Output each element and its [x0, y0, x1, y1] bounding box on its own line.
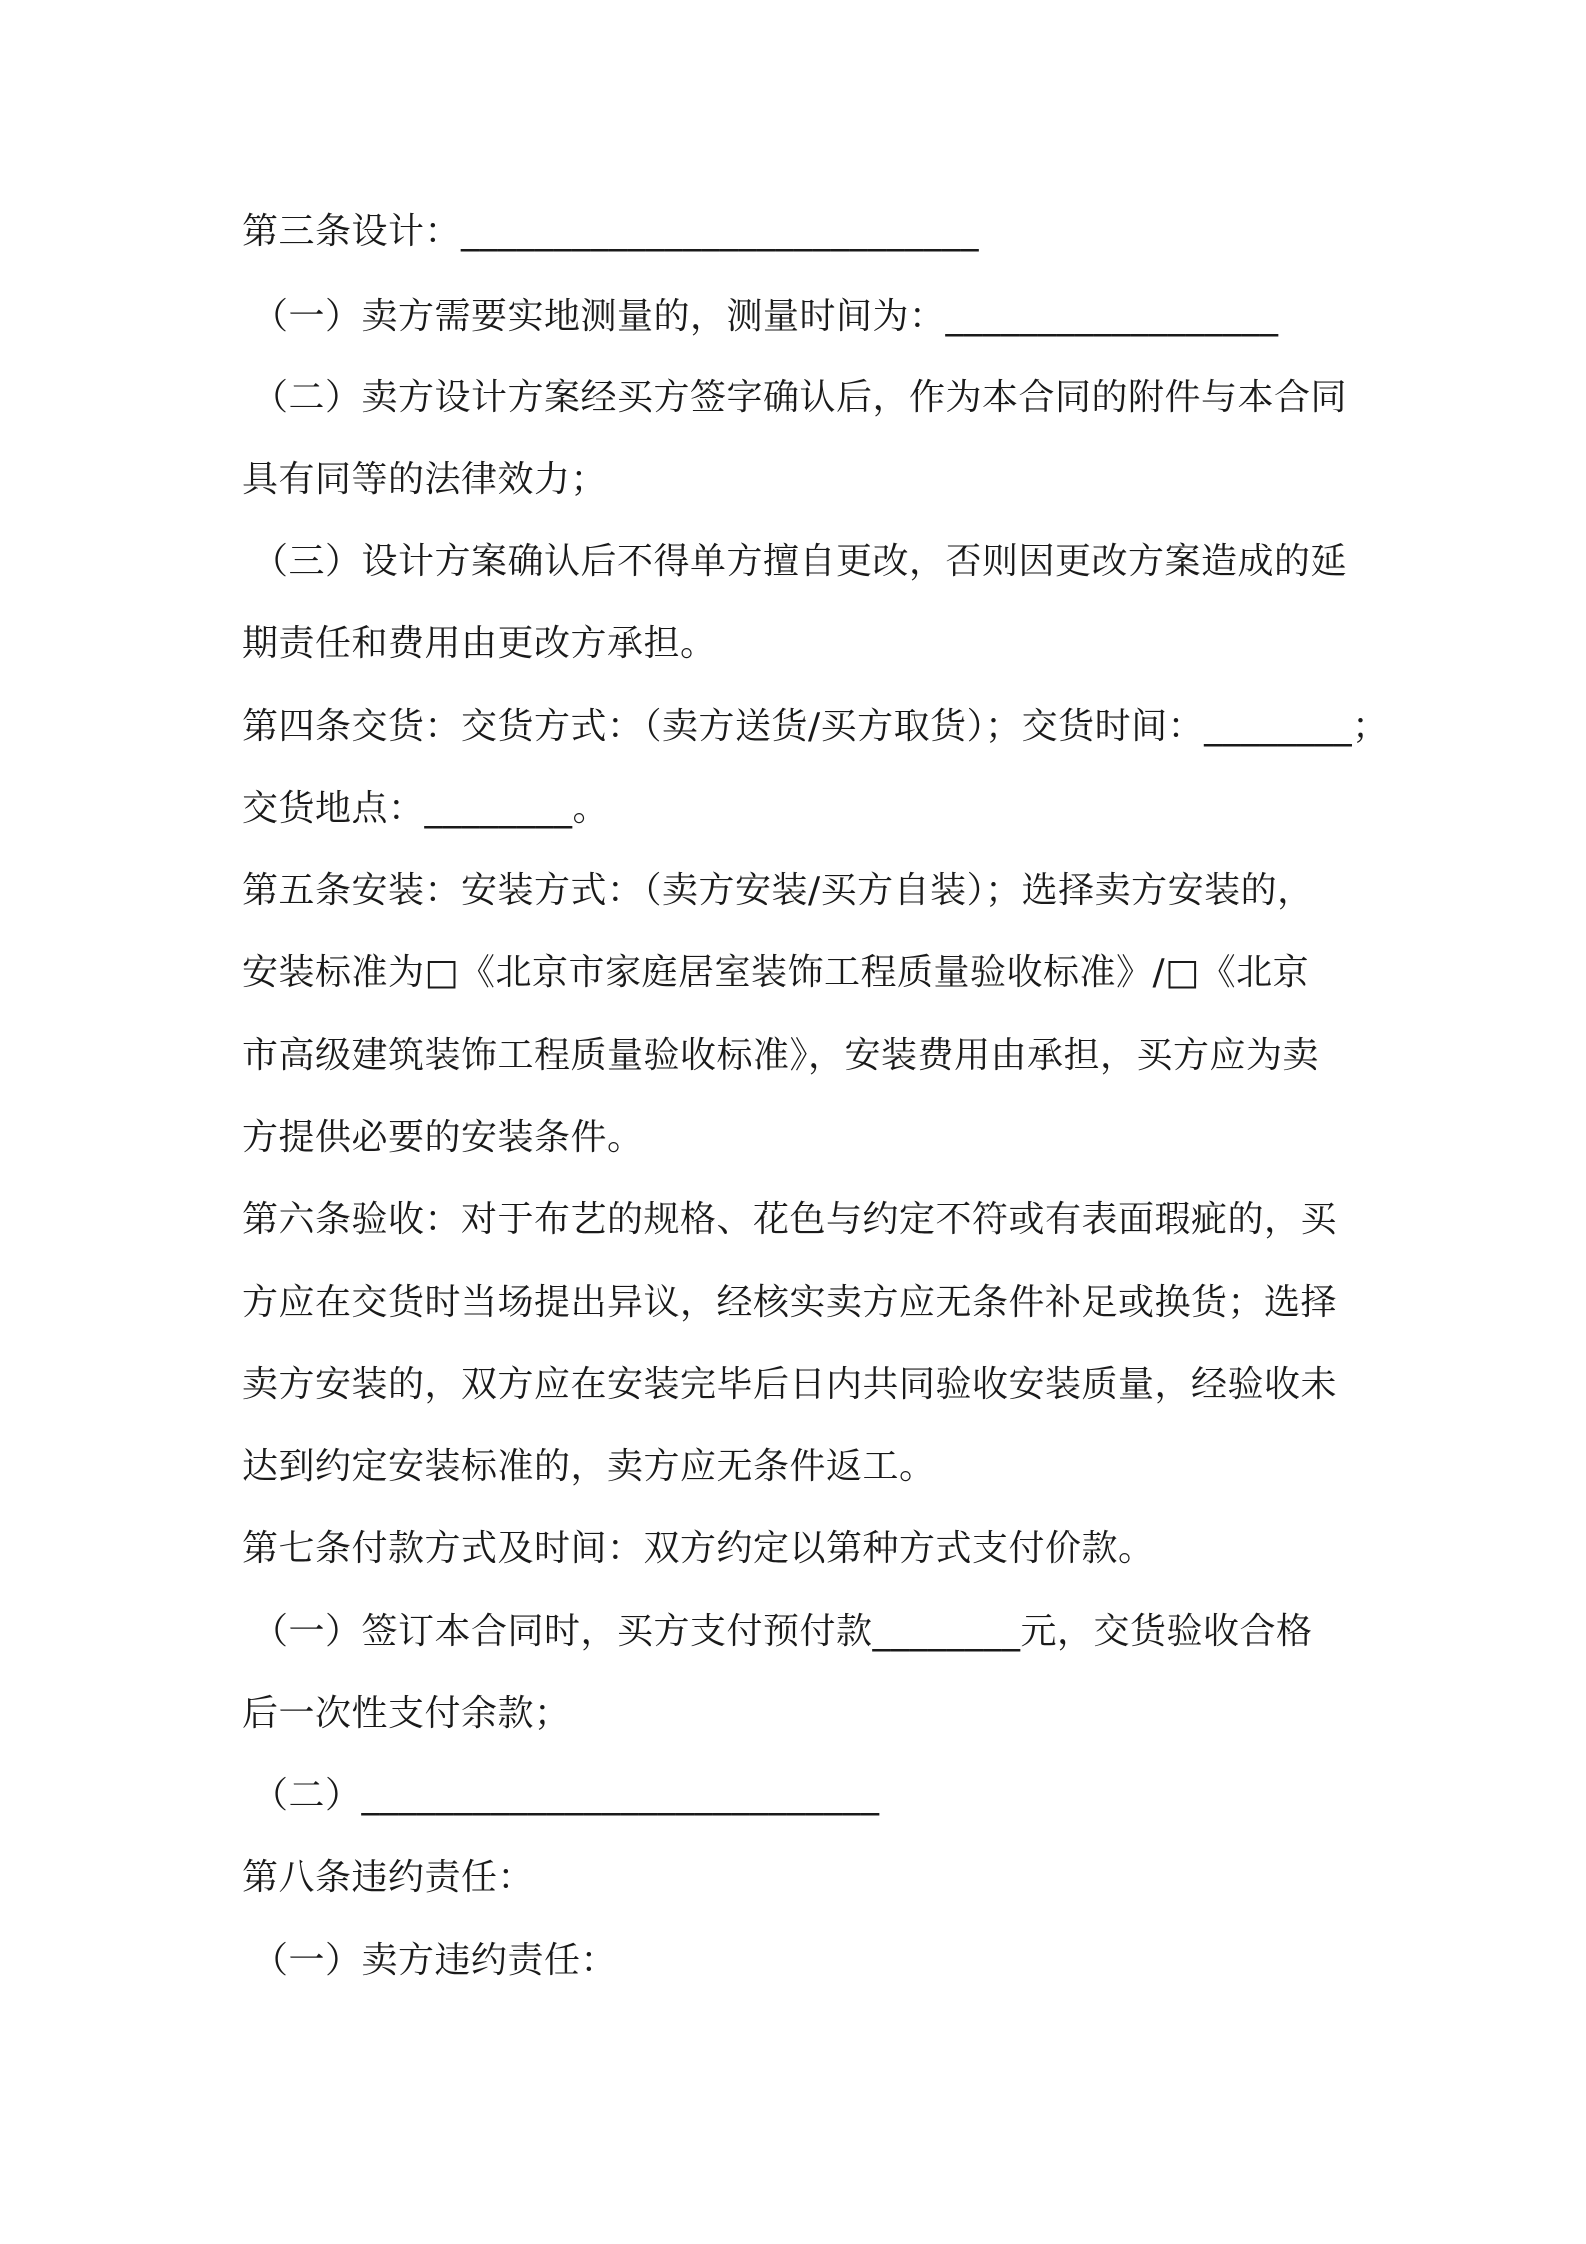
article-8-liability: 第八条违约责任： — [242, 1857, 535, 1898]
article-6-acceptance-line-2: 方应在交货时当场提出异议，经核实卖方应无条件补足或换货；选择 — [242, 1282, 1338, 1323]
payment-clause-1: （一）签订本合同时，买方支付预付款________元，交货验收合格 — [252, 1611, 1313, 1652]
article-7-payment: 第七条付款方式及时间：双方约定以第种方式支付价款。 — [242, 1528, 1155, 1569]
article-4-delivery: 第四条交货：交货方式：（卖方送货/买方取货）；交货时间：________； — [242, 706, 1389, 747]
article-6-acceptance: 第六条验收：对于布艺的规格、花色与约定不符或有表面瑕疵的，买 — [242, 1199, 1338, 1240]
article-5-installation-line-2: 安装标准为□《北京市家庭居室装饰工程质量验收标准》/□《北京 — [242, 952, 1310, 993]
article-5-installation-line-4: 方提供必要的安装条件。 — [242, 1117, 644, 1158]
article-5-installation-line-3: 市高级建筑装饰工程质量验收标准》，安装费用由承担，买方应为卖 — [242, 1035, 1320, 1076]
design-clause-3-continued: 期责任和费用由更改方承担。 — [242, 623, 717, 664]
article-4-delivery-continued: 交货地点：________。 — [242, 788, 610, 829]
payment-clause-1-continued: 后一次性支付余款； — [242, 1693, 571, 1734]
liability-clause-1: （一）卖方违约责任： — [252, 1940, 618, 1981]
article-3-design: 第三条设计：____________________________ — [242, 211, 980, 252]
design-clause-1: （一）卖方需要实地测量的，测量时间为：__________________ — [252, 296, 1279, 337]
article-6-acceptance-line-4: 达到约定安装标准的，卖方应无条件返工。 — [242, 1446, 936, 1487]
article-5-installation: 第五条安装：安装方式：（卖方安装/买方自装）；选择卖方安装的， — [242, 870, 1314, 911]
article-6-acceptance-line-3: 卖方安装的，双方应在安装完毕后日内共同验收安装质量，经验收未 — [242, 1364, 1338, 1405]
design-clause-3: （三）设计方案确认后不得单方擅自更改，否则因更改方案造成的延 — [252, 541, 1348, 582]
payment-clause-2: （二）____________________________ — [252, 1775, 880, 1816]
design-clause-2: （二）卖方设计方案经买方签字确认后，作为本合同的附件与本合同 — [252, 377, 1348, 418]
design-clause-2-continued: 具有同等的法律效力； — [242, 459, 608, 500]
